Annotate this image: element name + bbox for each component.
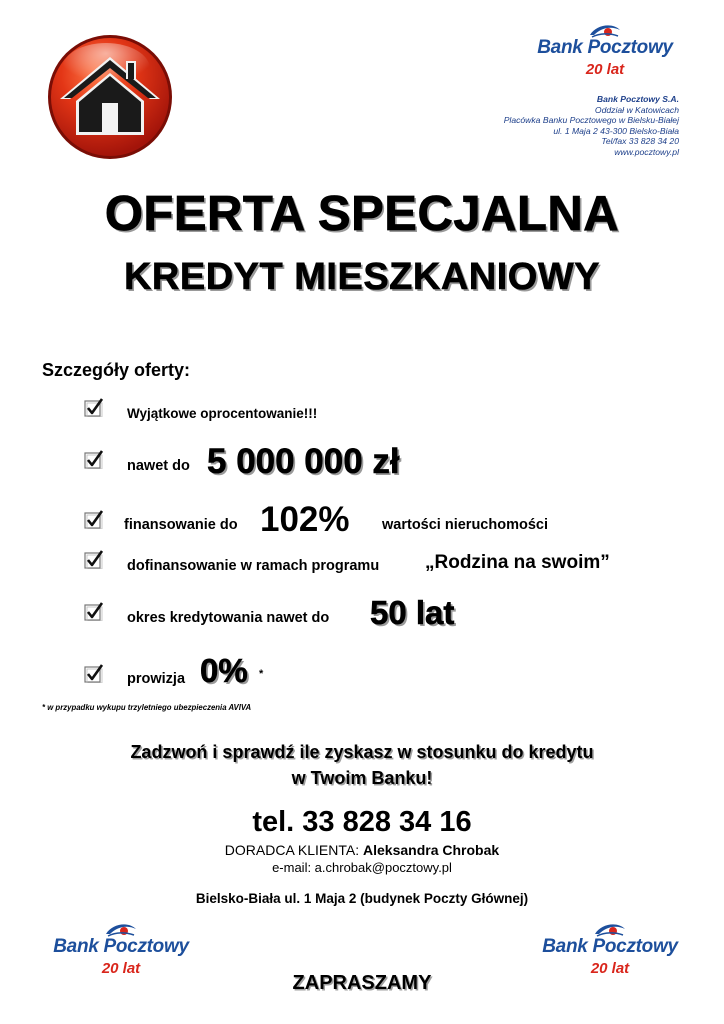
offer-item-prefix: finansowanie do xyxy=(124,517,238,533)
page-title: OFERTA SPECJALNA xyxy=(104,187,620,241)
address-line: ul. 1 Maja 2 43-300 Bielsko-Biała xyxy=(553,125,679,136)
branch-location: Bielsko-Biała ul. 1 Maja 2 (budynek Poczty Głównej) xyxy=(195,891,529,906)
offer-item xyxy=(0,652,724,692)
checkbox-checked-icon xyxy=(84,602,104,621)
offer-item-suffix: wartości nieruchomości xyxy=(382,517,548,533)
branch-address xyxy=(504,94,679,158)
offer-item-value: 50 lat xyxy=(370,594,455,631)
phone-number: tel. 33 828 34 16 xyxy=(252,806,472,838)
advisor-label: DORADCA KLIENTA: xyxy=(224,842,360,858)
house-icon xyxy=(46,33,174,161)
bank-logo-name: Bank Pocztowy xyxy=(537,37,673,58)
offer-item xyxy=(0,500,724,540)
offer-item-value: „Rodzina na swoim” xyxy=(425,552,610,573)
cta-line-2: w Twoim Banku! xyxy=(291,768,433,788)
offer-item-text: Wyjątkowe oprocentowanie!!! xyxy=(127,406,318,421)
address-line: www.pocztowy.pl xyxy=(614,146,679,157)
offer-item-prefix: okres kredytowania nawet do xyxy=(127,610,330,626)
address-line: Bank Pocztowy S.A. xyxy=(596,94,679,104)
page-subtitle: KREDYT MIESZKANIOWY xyxy=(123,256,601,298)
checkbox-checked-icon xyxy=(84,550,104,569)
bank-logo-name: Bank Pocztowy xyxy=(53,936,189,957)
bank-logo-name: Bank Pocztowy xyxy=(542,936,678,957)
details-heading: Szczegóły oferty: xyxy=(42,360,191,380)
invite-text: ZAPRASZAMY xyxy=(292,972,432,994)
offer-item xyxy=(0,594,724,634)
offer-item xyxy=(0,398,724,438)
cta-line-1: Zadzwoń i sprawdź ile zyskasz w stosunku do kredytu xyxy=(130,742,594,762)
offer-item xyxy=(0,548,724,588)
offer-item-value: 0% xyxy=(200,652,248,689)
offer-item-value: 5 000 000 zł xyxy=(207,442,400,481)
footnote: * w przypadku wykupu trzyletniego ubezpieczenia AVIVA xyxy=(42,703,252,712)
advisor-name: Aleksandra Chrobak xyxy=(363,842,500,858)
checkbox-checked-icon xyxy=(84,664,104,683)
address-line: Tel/fax 33 828 34 20 xyxy=(601,136,679,147)
address-line: Oddział w Katowicach xyxy=(594,104,679,115)
offer-item-value: 102% xyxy=(260,500,350,539)
offer-item-prefix: nawet do xyxy=(127,458,190,474)
offer-item-prefix: prowizja xyxy=(127,671,186,687)
checkbox-checked-icon xyxy=(84,510,104,529)
address-line: Placówka Banku Pocztowego w Bielsku-Białej xyxy=(503,115,679,126)
bank-logo-years: 20 lat xyxy=(101,960,141,977)
offer-item-prefix: dofinansowanie w ramach programu xyxy=(127,558,380,574)
checkbox-checked-icon xyxy=(84,450,104,469)
checkbox-checked-icon xyxy=(84,398,104,417)
offer-item-suffix: * xyxy=(259,668,264,680)
bank-logo xyxy=(530,23,680,85)
bank-logo-years: 20 lat xyxy=(585,61,625,78)
bank-logo-years: 20 lat xyxy=(590,960,630,977)
advisor-email: e-mail: a.chrobak@pocztowy.pl xyxy=(272,860,452,875)
advisor xyxy=(0,842,724,858)
offer-item xyxy=(0,442,724,482)
